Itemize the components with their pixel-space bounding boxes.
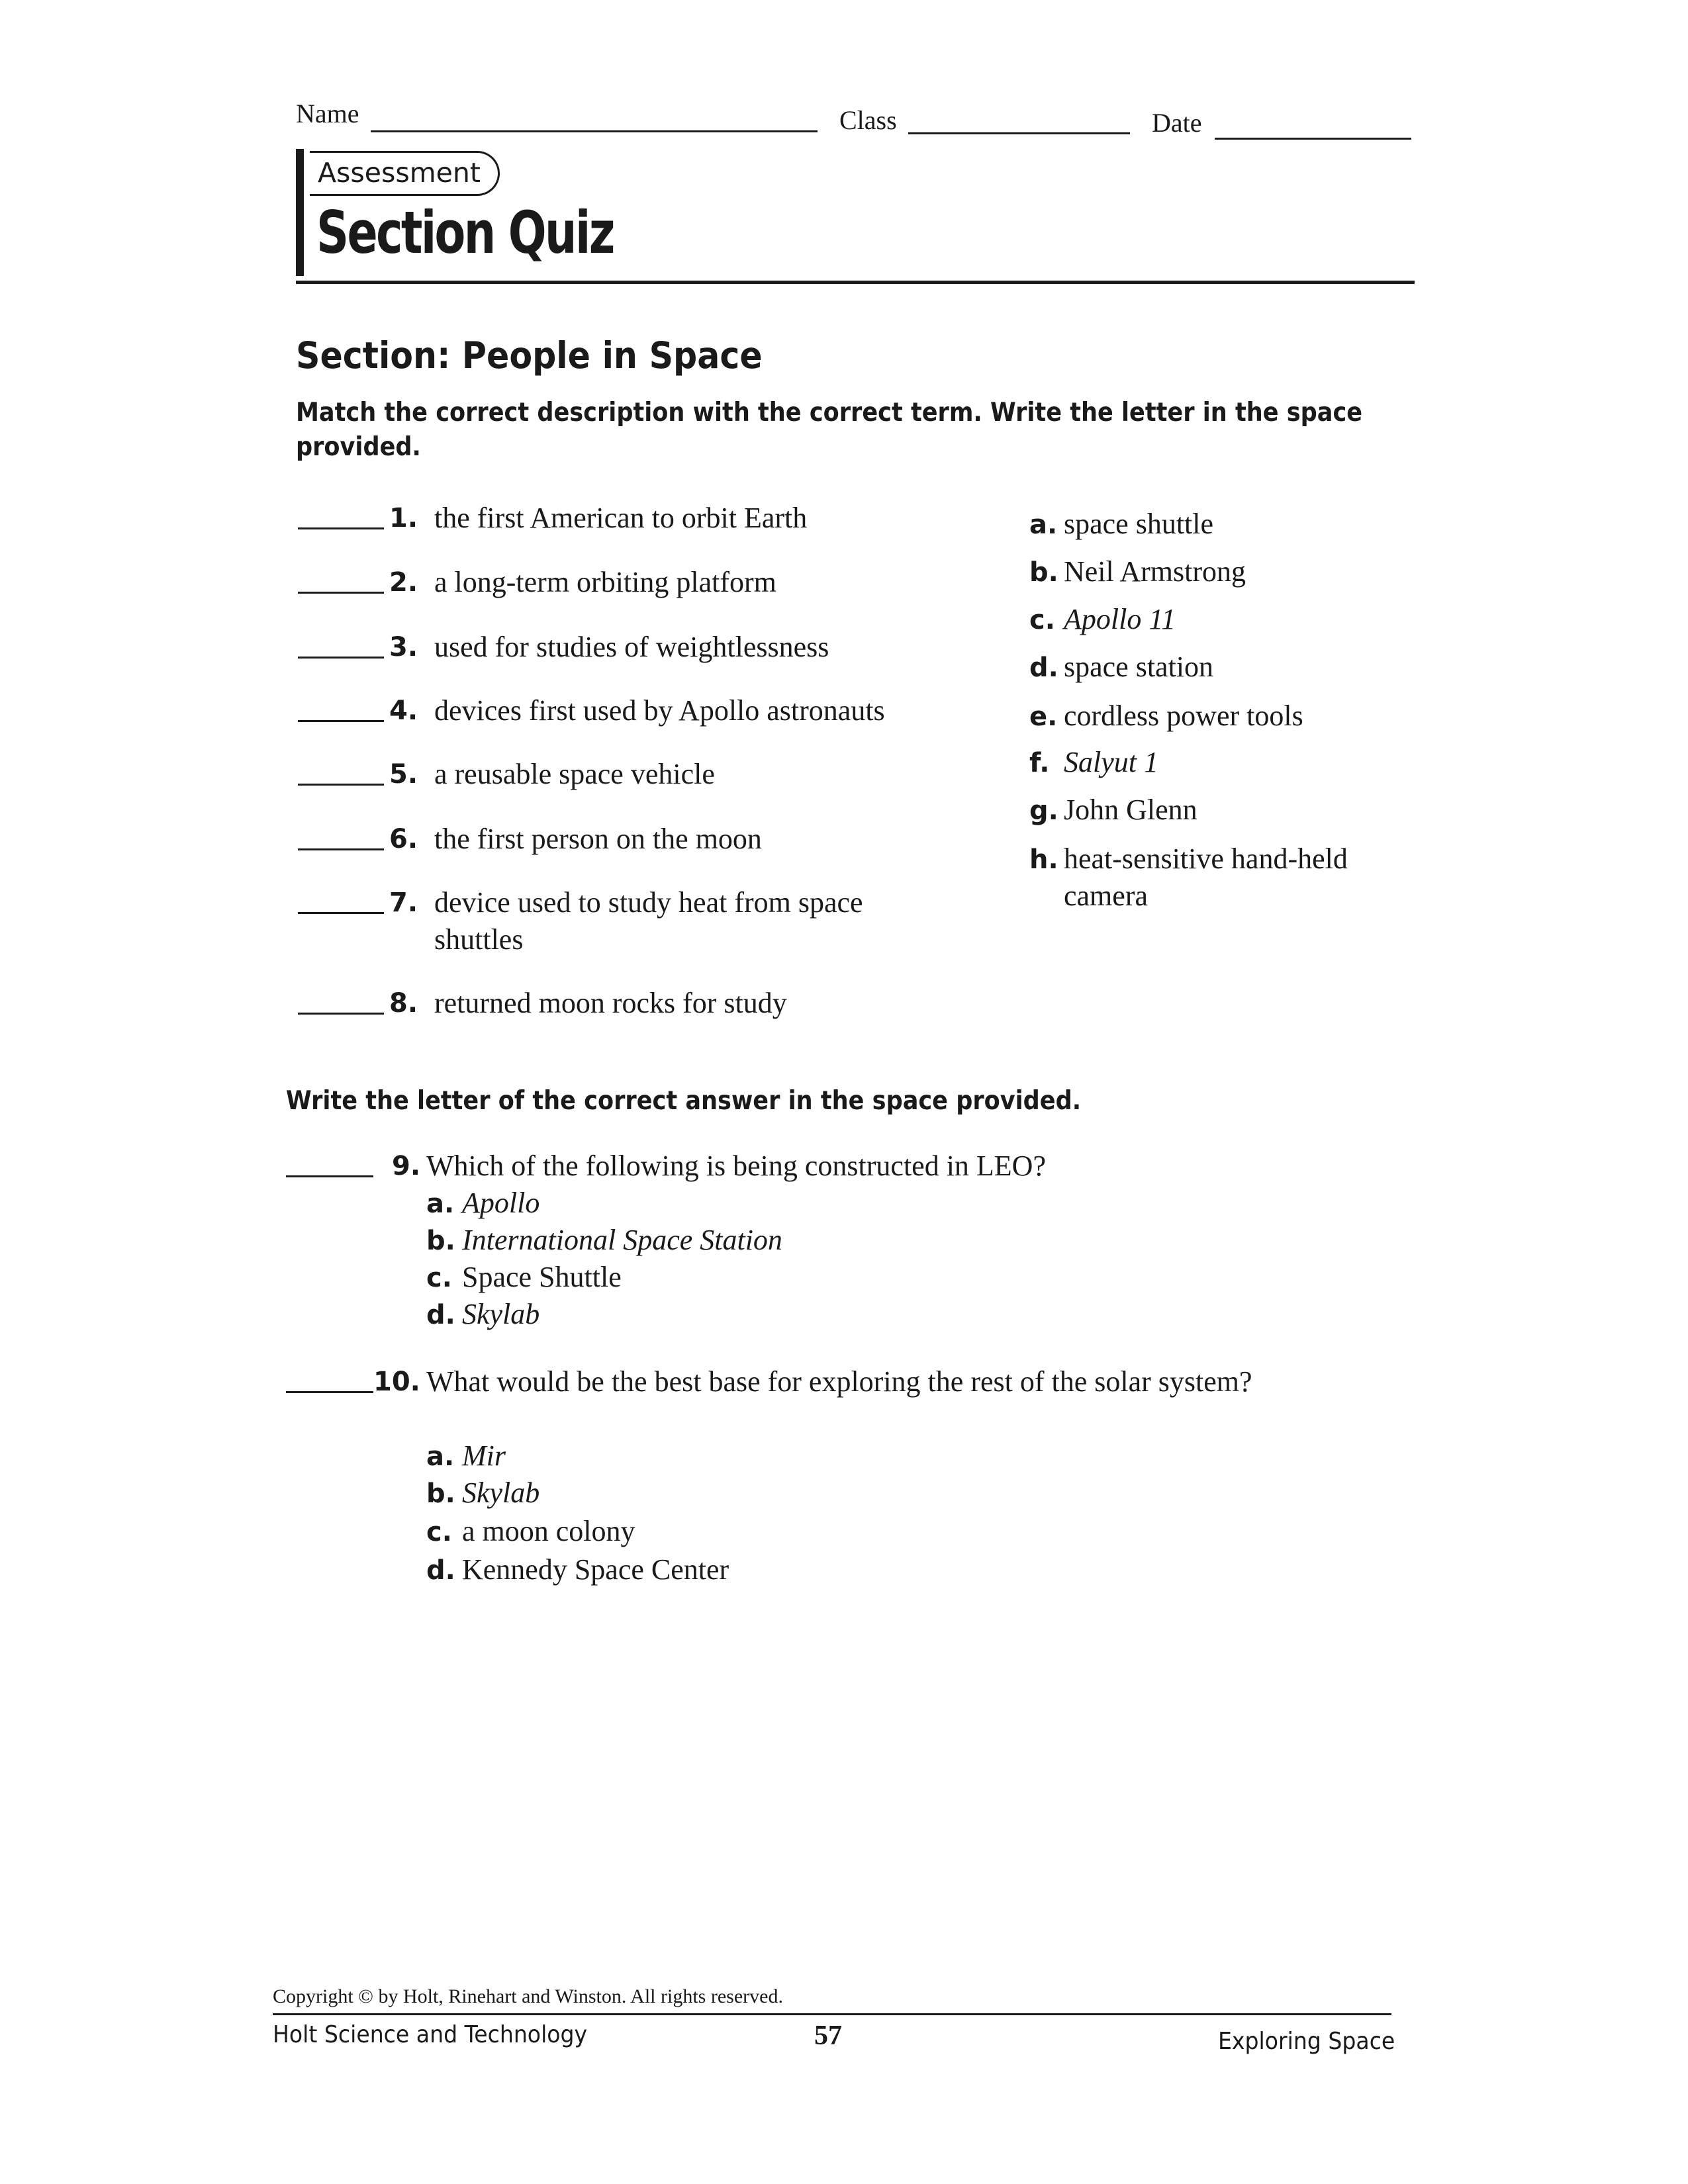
question-number: 10. xyxy=(373,1367,420,1397)
answer-blank[interactable] xyxy=(286,1175,373,1177)
option-text: Skylab xyxy=(462,1477,540,1509)
date-label: Date xyxy=(1152,108,1202,138)
answer-blank[interactable] xyxy=(286,1391,373,1393)
term-item xyxy=(1029,698,1427,735)
option-text: Skylab xyxy=(462,1298,540,1330)
term-letter: d. xyxy=(1029,653,1058,683)
term-item xyxy=(1029,601,1427,639)
item-text: the first person on the moon xyxy=(434,823,762,855)
option-text: a moon colony xyxy=(462,1515,635,1547)
title-divider xyxy=(296,281,1415,284)
term-item xyxy=(1029,841,1427,912)
option-letter: d. xyxy=(426,1555,455,1586)
chapter-name: Exploring Space xyxy=(1218,2028,1395,2055)
answer-option xyxy=(426,1185,539,1222)
option-letter: d. xyxy=(426,1300,455,1330)
answer-option xyxy=(426,1296,539,1334)
item-text: a long-term orbiting platform xyxy=(434,566,776,598)
title-bar xyxy=(296,149,304,276)
item-text: a reusable space vehicle xyxy=(434,758,715,790)
term-item xyxy=(1029,649,1427,686)
answer-option xyxy=(426,1222,782,1259)
item-text: used for studies of weightlessness xyxy=(434,631,829,663)
item-number: 3. xyxy=(389,632,418,662)
item-number: 5. xyxy=(389,759,418,790)
term-text: Salyut 1 xyxy=(1064,746,1158,778)
answer-blank[interactable] xyxy=(298,912,384,914)
option-text: Space Shuttle xyxy=(462,1261,622,1293)
option-letter: c. xyxy=(426,1517,452,1547)
answer-option xyxy=(426,1475,539,1512)
term-item xyxy=(1029,506,1427,543)
assessment-tag: Assessment xyxy=(310,151,500,196)
item-text: devices first used by Apollo astronauts xyxy=(434,694,885,727)
class-label: Class xyxy=(839,105,897,135)
question-number: 9. xyxy=(392,1151,421,1181)
answer-blank[interactable] xyxy=(298,657,384,659)
term-text: Neil Armstrong xyxy=(1064,555,1246,588)
option-letter: a. xyxy=(426,1189,455,1219)
term-text: John Glenn xyxy=(1064,794,1197,826)
answer-option xyxy=(426,1551,729,1589)
answer-blank[interactable] xyxy=(298,848,384,850)
term-letter: h. xyxy=(1029,844,1058,875)
question-text: What would be the best base for exploring the rest of the solar system? xyxy=(426,1365,1252,1398)
name-field[interactable] xyxy=(371,130,818,132)
item-number: 7. xyxy=(389,887,418,918)
answer-blank[interactable] xyxy=(298,1013,384,1015)
multiple-choice-instruction: Write the letter of the correct answer in the space provided. xyxy=(286,1086,1082,1116)
answer-blank[interactable] xyxy=(298,527,384,529)
item-number: 6. xyxy=(389,824,418,854)
publisher-name: Holt Science and Technology xyxy=(273,2021,588,2048)
footer-divider xyxy=(273,2013,1391,2015)
item-number: 1. xyxy=(389,503,418,533)
term-item xyxy=(1029,792,1427,829)
name-label: Name xyxy=(296,99,359,128)
term-text: Apollo 11 xyxy=(1064,603,1176,635)
section-title: Section: People in Space xyxy=(296,334,763,377)
term-item xyxy=(1029,553,1427,591)
term-item xyxy=(1029,744,1427,782)
item-text: the first American to orbit Earth xyxy=(434,502,808,534)
term-text: cordless power tools xyxy=(1064,700,1303,732)
option-letter: b. xyxy=(426,1479,455,1509)
answer-blank[interactable] xyxy=(298,784,384,786)
class-field[interactable] xyxy=(908,132,1130,134)
term-letter: b. xyxy=(1029,557,1058,588)
option-letter: a. xyxy=(426,1441,455,1472)
answer-blank[interactable] xyxy=(298,592,384,594)
answer-blank[interactable] xyxy=(298,720,384,722)
answer-option xyxy=(426,1259,622,1297)
page-number: 57 xyxy=(814,2021,842,2051)
term-letter: a. xyxy=(1029,510,1058,540)
term-letter: e. xyxy=(1029,702,1058,732)
item-text: device used to study heat from space shuttles xyxy=(434,886,863,956)
option-letter: b. xyxy=(426,1226,455,1256)
term-text: space station xyxy=(1064,651,1214,683)
copyright-notice: Copyright © by Holt, Rinehart and Winston. All rights reserved. xyxy=(273,1985,783,2007)
date-field[interactable] xyxy=(1215,138,1411,140)
option-letter: c. xyxy=(426,1263,452,1293)
item-number: 8. xyxy=(389,988,418,1019)
item-text: returned moon rocks for study xyxy=(434,987,787,1019)
item-number: 4. xyxy=(389,696,418,726)
matching-instruction-line2: provided. xyxy=(296,432,421,462)
option-text: Kennedy Space Center xyxy=(462,1553,729,1586)
option-text: Mir xyxy=(462,1439,506,1472)
matching-instruction-line1: Match the correct description with the correct term. Write the letter in the space xyxy=(296,398,1363,428)
answer-option xyxy=(426,1513,635,1551)
term-letter: g. xyxy=(1029,796,1058,826)
question-text: Which of the following is being constructed in LEO? xyxy=(426,1150,1046,1182)
option-text: Apollo xyxy=(462,1187,540,1219)
term-text: space shuttle xyxy=(1064,508,1214,540)
answer-option xyxy=(426,1437,506,1475)
term-text: heat-sensitive hand-held camera xyxy=(1064,842,1348,912)
page-title: Section Quiz xyxy=(316,199,614,267)
option-text: International Space Station xyxy=(462,1224,782,1256)
item-number: 2. xyxy=(389,567,418,598)
term-letter: f. xyxy=(1029,748,1050,778)
term-letter: c. xyxy=(1029,605,1055,635)
